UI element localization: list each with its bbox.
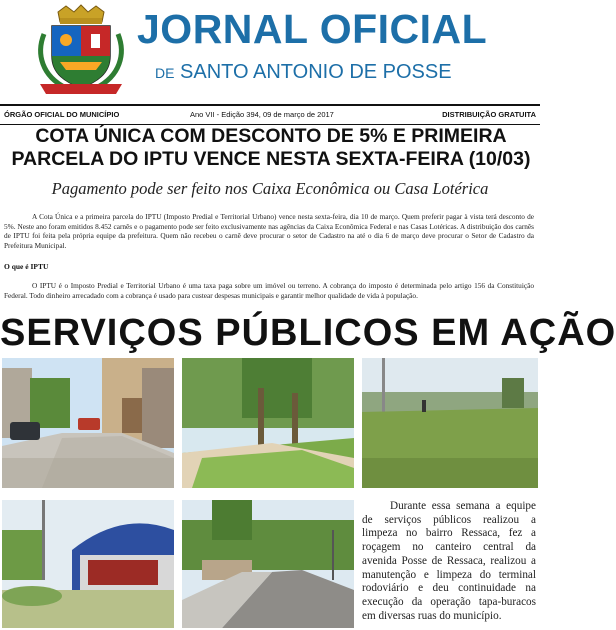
terminal-maintenance-photo bbox=[362, 358, 538, 488]
edition-info: Ano VII - Edição 394, 09 de março de 2017 bbox=[190, 110, 334, 119]
gymnasium-photo bbox=[2, 500, 174, 628]
article-subheadline: Pagamento pode ser feito nos Caixa Econômica ou Casa Lotérica bbox=[51, 179, 489, 198]
municipal-coat-of-arms-icon bbox=[36, 4, 126, 96]
masthead bbox=[0, 0, 540, 98]
city-name: SANTO ANTONIO DE POSSE bbox=[180, 61, 452, 83]
article-headline: COTA ÚNICA COM DESCONTO DE 5% E PRIMEIRA PARCELA DO IPTU VENCE NESTA SEXTA-FEIRA (10/03) bbox=[11, 125, 531, 170]
free-distribution-label: DISTRIBUIÇÃO GRATUITA bbox=[442, 110, 536, 119]
subtitle-prefix: DE bbox=[155, 65, 175, 81]
newspaper-title: JORNAL OFICIAL bbox=[137, 6, 488, 52]
article-paragraph: O IPTU é o Imposto Predial e Territorial Urbano é uma taxa paga sobre um imóvel ou terreno. A cobrança do imposto é determinada pelo artigo 156 da Constituição Federal. Todo dinheiro arrecadado com a cobrança é usado para custear despesas municipais e garantir melhor qualidade de vida à população. bbox=[4, 281, 534, 300]
newspaper-subtitle bbox=[155, 60, 452, 85]
pothole-repair-photo bbox=[182, 500, 354, 628]
street-cleaning-photo bbox=[2, 358, 174, 488]
edition-info-bar bbox=[0, 104, 540, 125]
median-mowing-photo bbox=[182, 358, 354, 488]
services-section-title: SERVIÇOS PÚBLICOS EM AÇÃO bbox=[0, 312, 616, 354]
article-section-title: O que é IPTU bbox=[4, 262, 49, 271]
official-organ-label: ÓRGÃO OFICIAL DO MUNICÍPIO bbox=[4, 110, 120, 119]
services-caption: Durante essa semana a equipe de serviços públicos realizou a limpeza no bairro Ressaca, fez a roçagem no canteiro central da avenida Posse de Ressaca, realizou a manutenção e limpeza do terminal rodoviário e deu continuidade na execução da operação tapa-buracos em diversas ruas do município. bbox=[362, 500, 536, 622]
article-paragraph: A Cota Única e a primeira parcela do IPTU (Imposto Predial e Territorial Urbano) vence nesta sexta-feira, dia 10 de março. Quem preferir pagar à vista terá desconto de 5%. Neste ano foram emitidos 8.452 carnês e o pagamento pode ser feito exclusivamente nas agências da Caixa Econômica Federal e nas Casas Lotéricas. A distribuição dos carnês de IPTU foi feita pela própria equipe da prefeitura. Quem não recebeu o carnê deve procurar o setor de Cadastro na até o dia 6 de março deve procurar o Setor de Cadastro da Prefeitura Municipal. bbox=[4, 212, 534, 250]
